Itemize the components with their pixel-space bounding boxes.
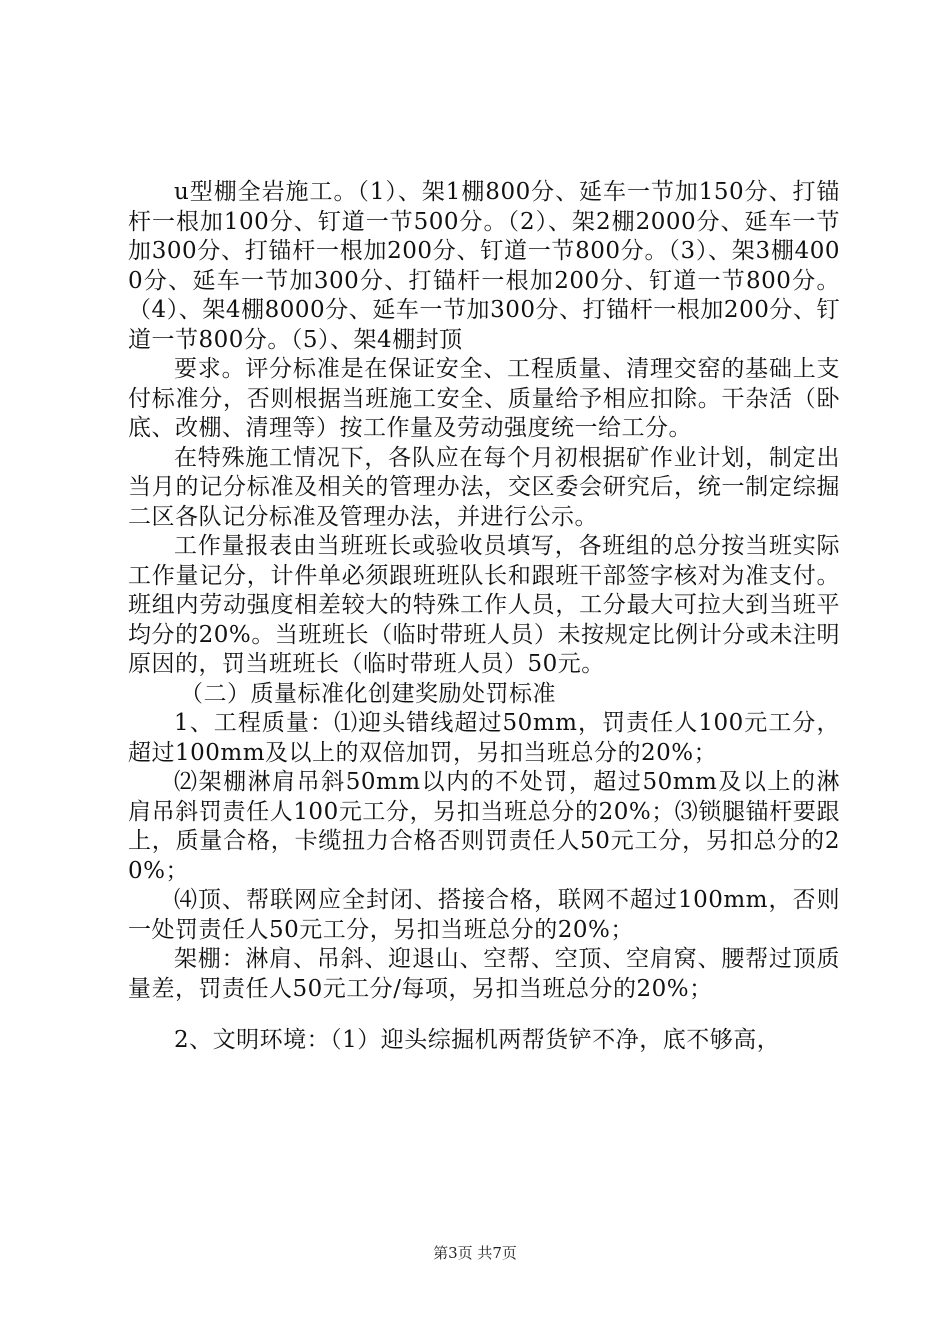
paragraph-shed-quality-penalty: 架棚：淋肩、吊斜、迎退山、空帮、空顶、空肩窝、腰帮过顶质量差，罚责任人50元工分/每项，另扣当班总分的20%； — [128, 946, 840, 1002]
paragraph-engineering-quality: 1、工程质量：⑴迎头错线超过50mm，罚责任人100元工分，超过100mm及以上的双倍加罚，另扣当班总分的20%； — [128, 710, 840, 766]
paragraph-workload-report: 工作量报表由当班班长或验收员填写，各班组的总分按当班实际工作量记分，计件单必须跟班班队长和跟班干部签字核对为准支付。班组内劳动强度相差较大的特殊工作人员，工分最大可拉大到当班平均分的20%。当班班长（临时带班人员）未按规定比例计分或未注明原因的，罚当班班长（临时带班人员）50元。 — [128, 533, 840, 677]
paragraph-civilized-environment: 2、文明环境：（1）迎头综掘机两帮货铲不净，底不够高， — [174, 1027, 781, 1053]
paragraph-u-shed-scoring: u型棚全岩施工。（1）、架1棚800分、延车一节加150分、打锚杆一根加100分、钉道一节500分。（2）、架2棚2000分、延车一节加300分、打锚杆一根加200分、钉道一节800分。（3）、架3棚4000分、延车一节加300分、打锚杆一根加200分、钉道一节800分。（4）、架4棚8000分、延车一节加300分、打锚杆一根加200分、钉道一节800分。（5）、架4棚封顶 — [128, 179, 840, 353]
document-body — [128, 178, 840, 1056]
paragraph-special-construction: 在特殊施工情况下，各队应在每个月初根据矿作业计划，制定出当月的记分标准及相关的管理办法，交区委会研究后，统一制定综掘二区各队记分标准及管理办法，并进行公示。 — [128, 444, 840, 530]
paragraph-mesh-sealing: ⑷顶、帮联网应全封闭、搭接合格，联网不超过100mm，否则一处罚责任人50元工分，另扣当班总分的20%； — [128, 887, 840, 943]
paragraph-scoring-requirements: 要求。评分标准是在保证安全、工程质量、清理交窑的基础上支付标准分，否则根据当班施工安全、质量给予相应扣除。干杂活（卧底、改棚、清理等）按工作量及劳动强度统一给工分。 — [128, 356, 840, 441]
paragraph-gap — [128, 1004, 840, 1026]
page-number-footer: 第3页 共7页 — [433, 1244, 517, 1262]
paragraph-shed-shoulder-slant: ⑵架棚淋肩吊斜50mm以内的不处罚，超过50mm及以上的淋肩吊斜罚责任人100元工分，另扣当班总分的20%；⑶锁腿锚杆要跟上，质量合格，卡缆扭力合格否则罚责任人50元工分，另扣总分的20%； — [128, 769, 840, 884]
section-heading-quality-standard: （二）质量标准化创建奖励处罚标准 — [180, 680, 556, 707]
